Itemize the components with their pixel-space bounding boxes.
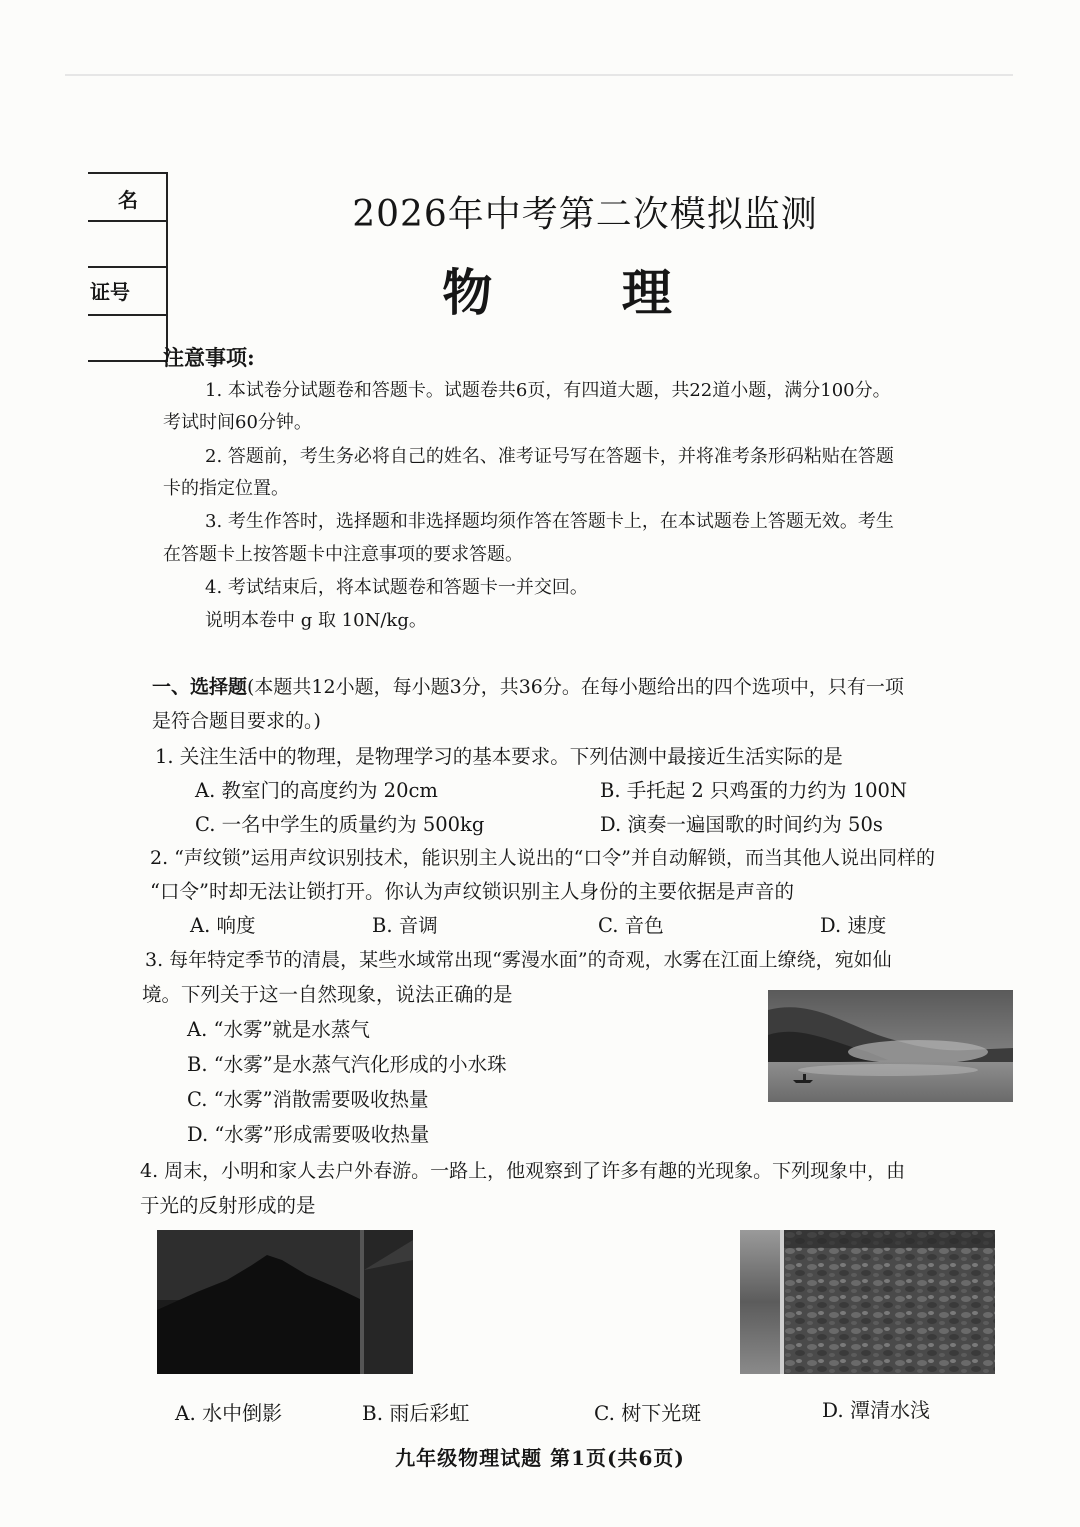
q2-option-d: D. 速度 xyxy=(820,914,887,937)
q2-stem-cont: “口令”时却无法让锁打开。你认为声纹锁识别主人身份的主要依据是声音的 xyxy=(150,880,794,903)
q3-option-b: B. “水雾”是水蒸气汽化形成的小水珠 xyxy=(187,1053,507,1076)
q4-option-c: C. 树下光斑 xyxy=(594,1401,702,1425)
fog-river-image xyxy=(768,990,1013,1102)
q3-option-c: C. “水雾”消散需要吸收热量 xyxy=(187,1088,429,1111)
exam-id-label: 证号 xyxy=(90,280,130,304)
q1-option-d: D. 演奏一遍国歌的时间约为 50s xyxy=(600,813,883,836)
note-line: 4. 考试结束后，将本试题卷和答题卡一并交回。 xyxy=(205,577,588,598)
mountain-reflection-image xyxy=(157,1230,413,1374)
q1-option-b: B. 手托起 2 只鸡蛋的力约为 100N xyxy=(600,779,908,802)
exam-title: 2026年中考第二次模拟监测 xyxy=(352,194,818,235)
q4-stem-cont: 于光的反射形成的是 xyxy=(140,1194,316,1217)
q4-option-d: D. 潭清水浅 xyxy=(822,1398,931,1422)
q1-option-c: C. 一名中学生的质量约为 500kg xyxy=(195,813,485,836)
q3-option-a: A. “水雾”就是水蒸气 xyxy=(187,1018,370,1041)
subject-title: 物 理 xyxy=(442,263,728,322)
section-desc-cont: 是符合题目要求的。) xyxy=(152,710,321,732)
q3-option-d: D. “水雾”形成需要吸收热量 xyxy=(187,1123,430,1146)
q3-stem-cont: 境。下列关于这一自然现象，说法正确的是 xyxy=(142,983,513,1006)
note-line: 2. 答题前，考生务必将自己的姓名、准考证号写在答题卡，并将准考条形码粘贴在答题 xyxy=(205,446,894,467)
note-line: 考试时间60分钟。 xyxy=(163,412,312,433)
note-line: 1. 本试卷分试题卷和答题卡。试题卷共6页，有四道大题，共22道小题，满分100分。 xyxy=(205,380,891,401)
note-line: 3. 考生作答时，选择题和非选择题均须作答在答题卡上，在本试题卷上答题无效。考生 xyxy=(205,511,894,532)
q1-stem: 1. 关注生活中的物理，是物理学习的基本要求。下列估测中最接近生活实际的是 xyxy=(155,745,843,768)
clear-water-image xyxy=(740,1230,995,1374)
section-title: 一、选择题 xyxy=(152,676,248,698)
note-line: 说明本卷中 g 取 10N/kg。 xyxy=(205,610,427,631)
q4-option-b: B. 雨后彩虹 xyxy=(362,1401,470,1425)
note-line: 在答题卡上按答题卡中注意事项的要求答题。 xyxy=(163,544,523,565)
q2-option-a: A. 响度 xyxy=(190,914,256,937)
q4-stem: 4. 周末，小明和家人去户外春游。一路上，他观察到了许多有趣的光现象。下列现象中，由 xyxy=(140,1160,906,1182)
q2-stem: 2. “声纹锁”运用声纹识别技术，能识别主人说出的“口令”并自动解锁，而当其他人说出同样的 xyxy=(150,847,936,869)
top-rule xyxy=(65,74,1013,76)
notes-heading: 注意事项: xyxy=(163,345,255,370)
box-rule xyxy=(88,360,168,362)
page-footer: 九年级物理试题 第1页(共6页) xyxy=(395,1446,685,1470)
q2-option-b: B. 音调 xyxy=(372,914,438,937)
note-line: 卡的指定位置。 xyxy=(163,478,289,499)
section-heading xyxy=(152,672,904,699)
q1-option-a: A. 教室门的高度约为 20cm xyxy=(195,779,438,802)
q4-option-a: A. 水中倒影 xyxy=(175,1401,283,1425)
section-desc: (本题共12小题，每小题3分，共36分。在每小题给出的四个选项中，只有一项 xyxy=(247,676,904,698)
name-label: 名 xyxy=(118,188,138,212)
q2-option-c: C. 音色 xyxy=(598,914,664,937)
q3-stem: 3. 每年特定季节的清晨，某些水域常出现“雾漫水面”的奇观，水雾在江面上缭绕，宛如仙 xyxy=(145,949,892,971)
box-rule xyxy=(88,172,168,174)
